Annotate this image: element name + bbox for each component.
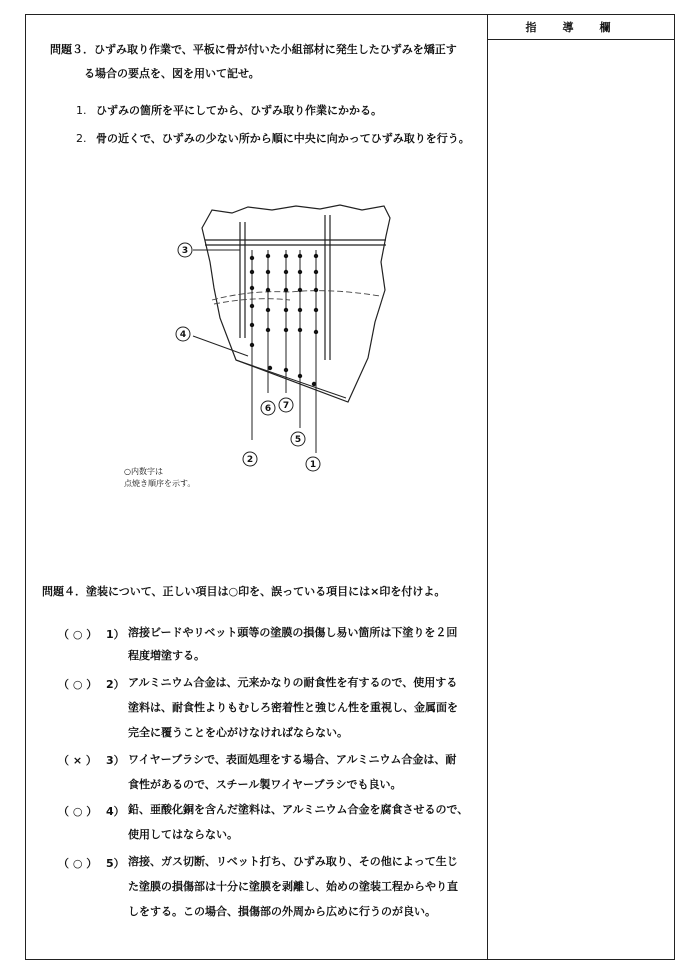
q4-item-4-number: 4） [106, 805, 125, 818]
q4-item-1-line-1: 溶接ビードやリベット頭等の塗膜の損傷し易い箇所は下塗りを２回 [128, 626, 458, 639]
q3-point-1-text: ひずみの箇所を平にしてから、ひずみ取り作業にかかる。 [96, 104, 382, 117]
label-4: 4 [179, 330, 187, 340]
q4-item-5-line-3: しをする。この場合、損傷部の外周から広めに行うのが良い。 [128, 905, 436, 918]
figure-note-line-1: ○内数字は [124, 467, 163, 476]
q3-point-2-number: 2. [76, 132, 87, 145]
label-3: 3 [181, 246, 189, 256]
q4-item-5-number: 5） [106, 857, 125, 870]
q4-item-4-line-1: 鉛、亜酸化銅を含んだ塗料は、アルミニウム合金を腐食させるので、 [128, 803, 469, 816]
q4-item-2-line-2: 塗料は、耐食性よりもむしろ密着性と強じん性を重視し、金属面を [128, 701, 458, 714]
q4-item-2-line-3: 完全に覆うことを心がけなければならない。 [128, 726, 348, 739]
q3-title-line-2: る場合の要点を、図を用いて記せ。 [84, 67, 260, 80]
q4-item-3-line-1: ワイヤーブラシで、表面処理をする場合、アルミニウム合金は、耐 [128, 753, 457, 766]
q4-item-2-number: 2） [106, 678, 125, 691]
q3-point-1-number: 1. [76, 104, 87, 117]
q4-item-2-line-1: アルミニウム合金は、元来かなりの耐食性を有するので、使用する [128, 676, 458, 689]
q4-item-5-mark: （ ○ ） [58, 857, 98, 870]
guidance-column-title: 指導欄 [525, 20, 637, 34]
q4-item-1-number: 1） [106, 628, 125, 641]
q4-item-1-line-2: 程度増塗する。 [128, 649, 205, 662]
q3-point-2-text: 骨の近くで、ひずみの少ない所から順に中央に向かってひずみ取りを行う。 [96, 132, 470, 145]
label-2: 2 [246, 455, 254, 465]
plate-outline [202, 205, 390, 402]
q4-item-5-line-1: 溶接、ガス切断、リベット打ち、ひずみ取り、その他によって生じ [128, 855, 458, 868]
q4-item-4-mark: （ ○ ） [58, 805, 98, 818]
q4-item-3-line-2: 食性があるので、スチール製ワイヤーブラシでも良い。 [128, 778, 402, 791]
figure-note-line-2: 点焼き順序を示す。 [124, 479, 196, 488]
q4-item-2-mark: （ ○ ） [58, 678, 98, 691]
q4-item-5-line-2: た塗膜の損傷部は十分に塗膜を剥離し、始めの塗装工程からやり直 [128, 880, 458, 893]
label-1: 1 [309, 460, 317, 470]
label-5: 5 [294, 435, 302, 445]
q4-item-3-number: 3） [106, 754, 125, 767]
label-7: 7 [282, 401, 290, 411]
label-6: 6 [264, 404, 272, 414]
q3-title-line-1: 問題３．ひずみ取り作業で、平板に骨が付いた小組部材に発生したひずみを矯正す [50, 43, 457, 56]
q4-title: 問題４．塗装について、正しい項目は○印を、誤っている項目には×印を付けよ。 [42, 585, 446, 598]
q4-item-1-mark: （ ○ ） [58, 628, 98, 641]
q4-item-4-line-2: 使用してはならない。 [128, 828, 238, 841]
q4-item-3-mark: （ × ） [58, 754, 97, 767]
